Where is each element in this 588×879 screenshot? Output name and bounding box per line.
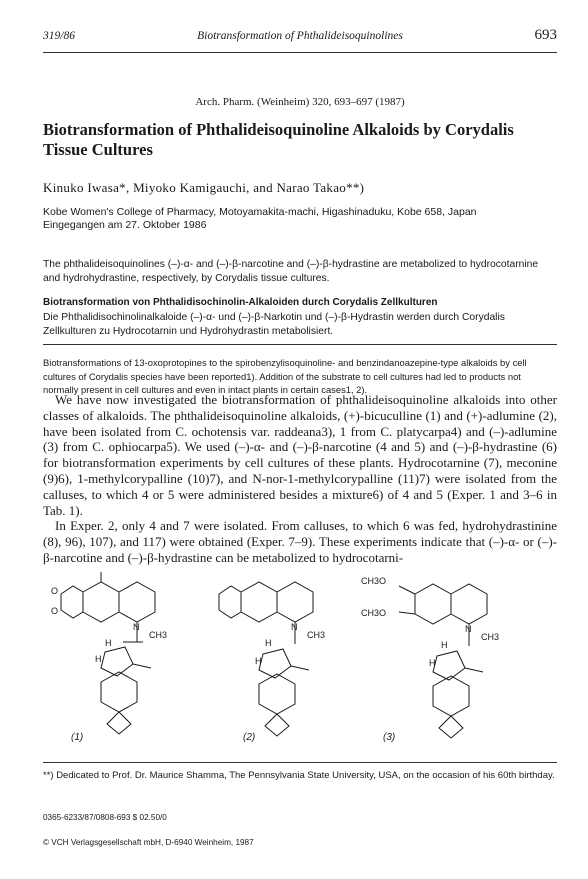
structure-3 bbox=[399, 584, 487, 738]
struct2-n: N bbox=[291, 622, 298, 632]
struct2-label: (2) bbox=[243, 732, 256, 743]
article-code: 0365-6233/87/0808-693 $ 02.50/0 bbox=[43, 813, 167, 822]
struct3-h1: H bbox=[441, 640, 448, 650]
journal-citation: Arch. Pharm. (Weinheim) 320, 693–697 (1987) bbox=[195, 96, 405, 108]
struct3-h2: H bbox=[429, 658, 436, 668]
struct3-methoxy-top: CH3O bbox=[361, 576, 387, 586]
struct3-label: (3) bbox=[383, 732, 396, 743]
structure-2 bbox=[219, 582, 313, 736]
abstract-rule bbox=[43, 344, 557, 345]
structure-1 bbox=[61, 572, 155, 734]
body-paragraph: In Exper. 2, only 4 and 7 were isolated. From calluses, to which 6 was fed, hydrohydrastinine (8), 96), 107), and 117) were obtained (Exper. 7–9). These experiments indicate that (–)-α- or (–)-β-narcotine and (–)-β-hydrastine can be metabolized to hydrocotarni- bbox=[43, 518, 557, 565]
footnote: **) Dedicated to Prof. Dr. Maurice Shamma, The Pennsylvania State University, USA, on the occasion of his 60th birthday. bbox=[43, 770, 555, 781]
author-list: Kinuko Iwasa*, Miyoko Kamigauchi, and Narao Takao**) bbox=[43, 180, 365, 195]
struct1-o1: O bbox=[51, 586, 59, 596]
header-left: 319/86 bbox=[43, 30, 75, 42]
affiliation-address: Kobe Women's College of Pharmacy, Motoyamakita-machi, Higashinaduku, Kobe 658, Japan bbox=[43, 206, 477, 218]
chemical-structures bbox=[43, 572, 557, 754]
struct1-h2: H bbox=[95, 654, 102, 664]
abstract-german: Die Phthalidisochinolinalkaloide (–)-α- und (–)-β-Narkotin und (–)-β-Hydrastin werden durch Corydalis Zellkulturen zu Hydrocotarnin und Hydrohydrastin metabolisiert. bbox=[43, 312, 505, 337]
abstract-german-title: Biotransformation von Phthalidisochinolin-Alkaloiden durch Corydalis Zellkulturen bbox=[43, 297, 438, 308]
affiliation-block bbox=[43, 206, 557, 232]
intro-paragraph: Biotransformations of 13-oxoprotopines to the spirobenzylisoquinoline- and benzindanoazepine-type alkaloids by cell cultures of Corydalis species have been reported1). Addition of the substrate to cell cultures had led to products not normally present in cell cultures and even in intact plants in certain cases1, 2). bbox=[43, 357, 527, 395]
header-rule bbox=[43, 52, 557, 53]
copyright: © VCH Verlagsgesellschaft mbH, D-6940 Weinheim, 1987 bbox=[43, 838, 254, 847]
article-title: Biotransformation of Phthalideisoquinoline Alkaloids by Corydalis Tissue Cultures bbox=[43, 120, 514, 159]
running-header bbox=[43, 27, 557, 46]
struct3-methyl: CH3 bbox=[481, 632, 500, 642]
abstract-english: The phthalideisoquinolines (–)-α- and (–)-β-narcotine and (–)-β-hydrastine are metabolized to hydrocotarnine and hydrohydrastine, respectively, by Corydalis tissue cultures. bbox=[43, 259, 539, 284]
struct2-h2: H bbox=[255, 656, 262, 666]
struct1-o2: O bbox=[51, 606, 59, 616]
struct3-n: N bbox=[465, 624, 472, 634]
struct1-n: N bbox=[133, 622, 140, 632]
struct2-methyl: CH3 bbox=[307, 630, 326, 640]
page-number: 693 bbox=[534, 27, 557, 43]
body-paragraph: We have now investigated the biotransformation of phthalideisoquinoline alkaloids into other classes of alkaloids. The phthalideisoquinoline alkaloids, (+)-bicuculline (1) and (+)-adlumine (2), have been isolated from C. ochotensis var. raddeana3), 1 from C. platycarpa4) and (–)-adlumine (3) from C. ophiocarpa5). We used (–)-α- and (–)-β-narcotine (4 and 5) and (–)-β-hydrastine (6) for biotransformation experiments by cell cultures of these plants. Hydrocotarnine (7), meconine (9)6), 1-methylcorypalline (10)7), and N-nor-1-methylcorypalline (11)7) were isolated from the calluses, to which 4 or 5 were administered besides a mixture6) of 4 and 5 (Exper. 1 and 3–6 in Tab. 1). bbox=[43, 392, 557, 518]
body-text bbox=[43, 392, 557, 566]
footnote-rule bbox=[43, 762, 557, 763]
struct1-h1: H bbox=[105, 638, 112, 648]
struct1-label: (1) bbox=[71, 732, 84, 743]
received-date: Eingegangen am 27. Oktober 1986 bbox=[43, 219, 207, 231]
struct3-methoxy-bottom: CH3O bbox=[361, 608, 387, 618]
header-center: Biotransformation of Phthalideisoquinolines bbox=[197, 30, 403, 42]
struct2-h1: H bbox=[265, 638, 272, 648]
struct1-methyl: CH3 bbox=[149, 630, 168, 640]
